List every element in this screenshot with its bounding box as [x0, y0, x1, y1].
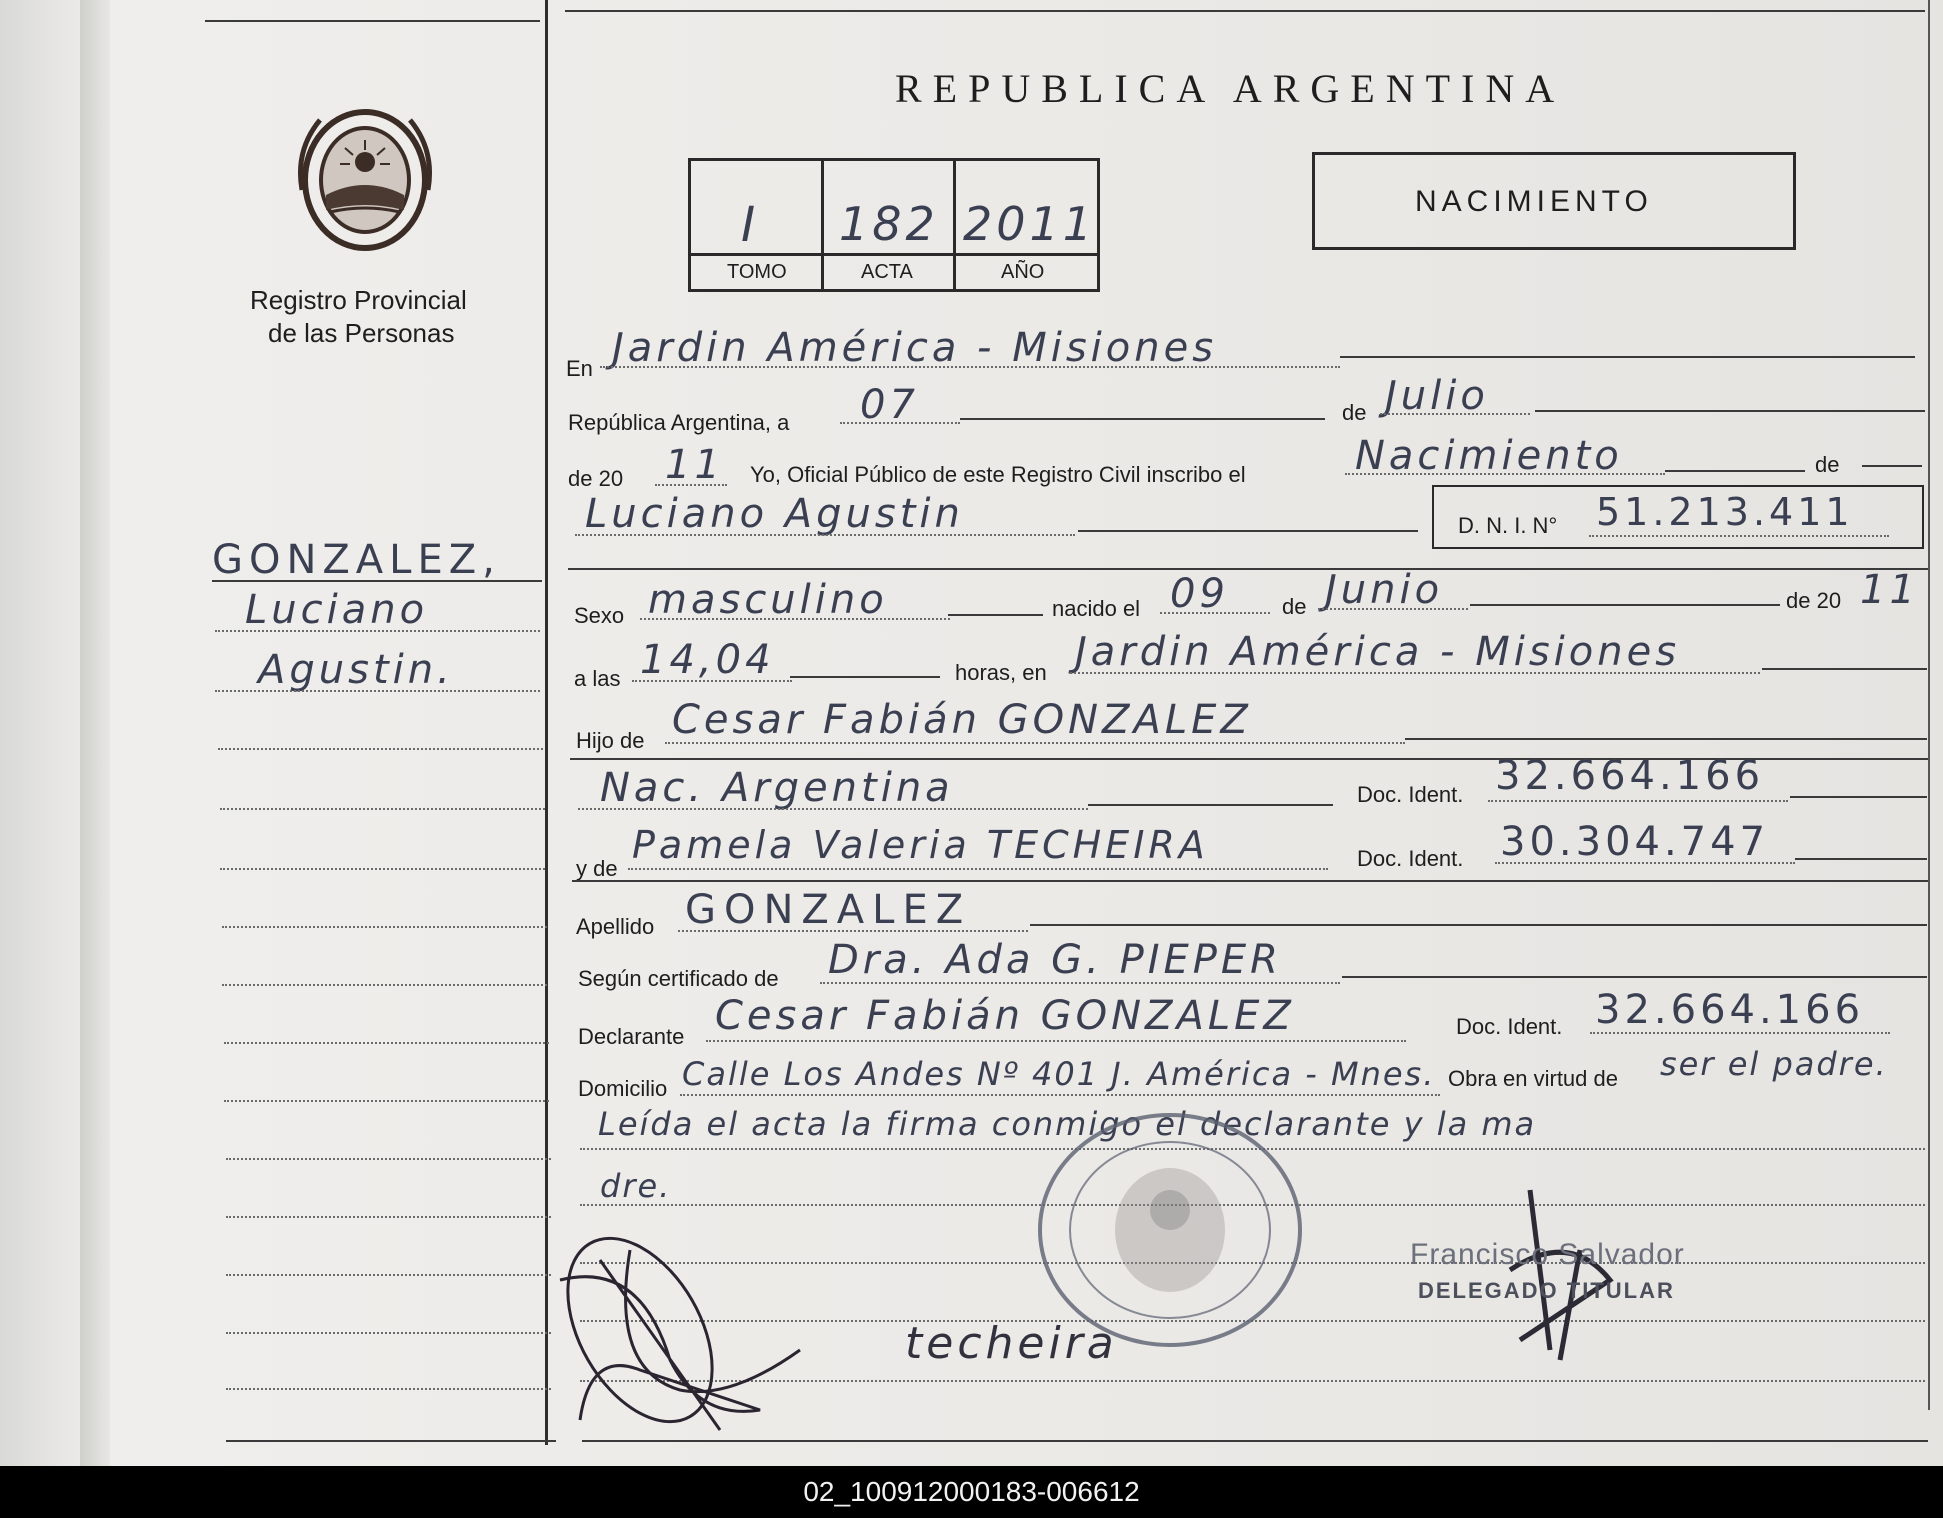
field-birth-month: Junio	[1325, 567, 1444, 613]
label-doc-mother: Doc. Ident.	[1357, 846, 1464, 871]
margin-first-name: Luciano	[245, 587, 429, 633]
field-sex-line	[640, 618, 950, 620]
field-year: 11	[665, 442, 724, 488]
label-segun: Según certificado de	[578, 966, 779, 991]
field-dni-line	[1589, 535, 1889, 537]
anio-value: 2011	[963, 197, 1097, 251]
field-mother-line	[628, 868, 1328, 870]
field-certificate-line-end	[1342, 976, 1927, 978]
field-act-line	[1345, 473, 1665, 475]
margin-line	[226, 1158, 551, 1160]
provincial-seal-icon	[290, 100, 440, 260]
field-time-line	[632, 680, 792, 682]
field-act-line-end	[1665, 470, 1805, 472]
field-father-line	[665, 742, 1405, 744]
binding-shadow	[80, 0, 110, 1466]
field-nationality-line-end	[1088, 804, 1333, 806]
label-doc-father: Doc. Ident.	[1357, 782, 1464, 807]
margin-line	[224, 1042, 549, 1044]
tomo-value: I	[741, 197, 760, 253]
registry-name-line2: de las Personas	[268, 318, 455, 348]
label-nacido: nacido el	[1052, 596, 1141, 621]
label-domicilio: Domicilio	[578, 1076, 668, 1101]
field-day-line-end	[960, 418, 1325, 420]
declarant-signature-icon	[520, 1220, 820, 1450]
field-nationality: Nac. Argentina	[600, 765, 954, 811]
field-day: 07	[860, 382, 919, 428]
field-child-names-line-end	[1078, 530, 1418, 532]
field-birth-place: Jardin América - Misiones	[1075, 629, 1681, 675]
field-birth-place-line	[1070, 672, 1760, 674]
margin-line	[226, 1216, 551, 1218]
label-dni: D. N. I. N°	[1458, 513, 1558, 538]
right-edge-line	[1928, 0, 1930, 1410]
dni-box	[1432, 485, 1924, 549]
field-declarant-line	[706, 1040, 1406, 1042]
field-surname-line	[678, 930, 1028, 932]
field-mother-doc-line	[1495, 862, 1795, 864]
field-act: Nacimiento	[1355, 433, 1623, 479]
field-mother-doc-line-end	[1795, 858, 1927, 860]
margin-bottom-rule	[226, 1440, 556, 1442]
field-surname: GONZALEZ	[685, 887, 972, 933]
top-rule-right	[565, 10, 1925, 12]
label-horas-en: horas, en	[955, 660, 1047, 685]
label-hijo-de: Hijo de	[576, 728, 645, 753]
field-declarant-doc-line	[1590, 1032, 1890, 1034]
label-yo-oficial: Yo, Oficial Público de este Registro Civil inscribo el	[750, 462, 1246, 487]
acta-value: 182	[839, 197, 939, 251]
label-de-birth: de	[1282, 594, 1307, 619]
field-month: Julio	[1385, 373, 1489, 419]
field-address: Calle Los Andes Nº 401 J. América - Mnes.	[682, 1055, 1436, 1093]
label-de: de	[1342, 400, 1367, 425]
label-de-act: de	[1815, 452, 1840, 477]
field-birth-place-line-end	[1762, 668, 1927, 670]
field-place-line	[600, 366, 1340, 368]
field-capacity: ser el padre.	[1660, 1045, 1888, 1083]
label-obra: Obra en virtud de	[1448, 1066, 1618, 1091]
field-certificate: Dra. Ada G. PIEPER	[828, 937, 1282, 983]
margin-surname: GONZALEZ,	[212, 537, 501, 583]
field-child-names-line	[575, 534, 1075, 536]
field-father-doc-line-end	[1790, 796, 1927, 798]
field-certificate-line	[820, 982, 1340, 984]
field-place: Jardin América - Misiones	[612, 325, 1218, 371]
field-dni: 51.213.411	[1596, 490, 1854, 534]
field-birth-day: 09	[1170, 571, 1229, 617]
label-en: En	[566, 356, 593, 381]
margin-line	[222, 984, 547, 986]
margin-line	[215, 690, 540, 692]
mother-signature: techeira	[905, 1318, 1118, 1369]
field-declarant: Cesar Fabián GONZALEZ	[715, 993, 1295, 1039]
margin-second-name: Agustin.	[258, 647, 454, 693]
official-name: Francisco Salvador	[1410, 1238, 1685, 1271]
margin-line	[218, 748, 543, 750]
label-declarante: Declarante	[578, 1024, 685, 1049]
margin-line	[226, 1388, 551, 1390]
label-de-20: de 20	[568, 466, 624, 491]
field-month-line	[1380, 413, 1530, 415]
field-child-names: Luciano Agustin	[585, 491, 964, 537]
field-mother: Pamela Valeria TECHEIRA	[632, 823, 1209, 867]
field-declarant-doc: 32.664.166	[1595, 987, 1865, 1033]
record-box	[688, 158, 1100, 292]
field-nationality-line	[578, 808, 1088, 810]
top-rule-left	[205, 20, 540, 22]
field-month-line-end	[1535, 410, 1925, 412]
label-sexo: Sexo	[574, 603, 625, 628]
margin-line	[220, 868, 545, 870]
label-doc-declarant: Doc. Ident.	[1456, 1014, 1563, 1039]
act-type-box	[1312, 152, 1796, 250]
field-birth-month-line-end	[1470, 604, 1780, 606]
label-apellido: Apellido	[576, 914, 655, 939]
margin-line	[215, 630, 540, 632]
field-surname-line-end	[1030, 924, 1927, 926]
field-address-line	[680, 1094, 1440, 1096]
field-father-doc: 32.664.166	[1495, 753, 1765, 799]
act-type-label: NACIMIENTO	[1415, 185, 1653, 218]
label-de-20-birth: de 20	[1786, 588, 1842, 613]
field-birth-year: 11	[1860, 567, 1919, 613]
mother-row-rule	[572, 880, 1928, 882]
margin-line	[226, 1332, 551, 1334]
field-time: 14,04	[640, 637, 775, 683]
label-y-de: y de	[576, 856, 618, 881]
margin-line	[226, 1274, 551, 1276]
country-title: REPUBLICA ARGENTINA	[895, 66, 1566, 111]
field-act-tail	[1862, 465, 1922, 467]
field-mother-doc: 30.304.747	[1500, 819, 1770, 865]
record-box-vrule-1	[821, 161, 824, 289]
closing-line-2: dre.	[600, 1167, 672, 1205]
field-birth-day-line	[1160, 612, 1270, 614]
field-father-doc-line	[1488, 800, 1788, 802]
field-place-line-end	[1340, 356, 1915, 358]
field-father-line-end	[1405, 738, 1927, 740]
record-box-vrule-2	[953, 161, 956, 289]
anio-label: AÑO	[1001, 261, 1045, 283]
field-day-line	[840, 422, 960, 424]
label-republica: República Argentina, a	[568, 410, 790, 435]
margin-line	[224, 1100, 549, 1102]
record-box-hrule	[691, 253, 1097, 256]
field-sex-line-end	[948, 614, 1043, 616]
registry-name-line1: Registro Provincial	[250, 285, 467, 315]
field-birth-month-line	[1318, 608, 1468, 610]
closing-line-1: Leída el acta la firma conmigo el declarante y la ma	[598, 1105, 1537, 1143]
tomo-label: TOMO	[727, 261, 787, 283]
child-row-bottom-rule	[568, 568, 1928, 570]
field-time-line-end	[790, 676, 940, 678]
field-year-line	[655, 484, 727, 486]
label-a-las: a las	[574, 666, 621, 691]
official-title: DELEGADO TITULAR	[1418, 1278, 1675, 1303]
field-father: Cesar Fabián GONZALEZ	[672, 697, 1252, 743]
footer-image-id: 02_100912000183-006612	[0, 1466, 1943, 1518]
margin-surname-rule	[212, 580, 542, 582]
margin-line	[222, 926, 547, 928]
field-sex: masculino	[648, 577, 888, 623]
acta-label: ACTA	[861, 261, 913, 283]
margin-line	[220, 808, 545, 810]
